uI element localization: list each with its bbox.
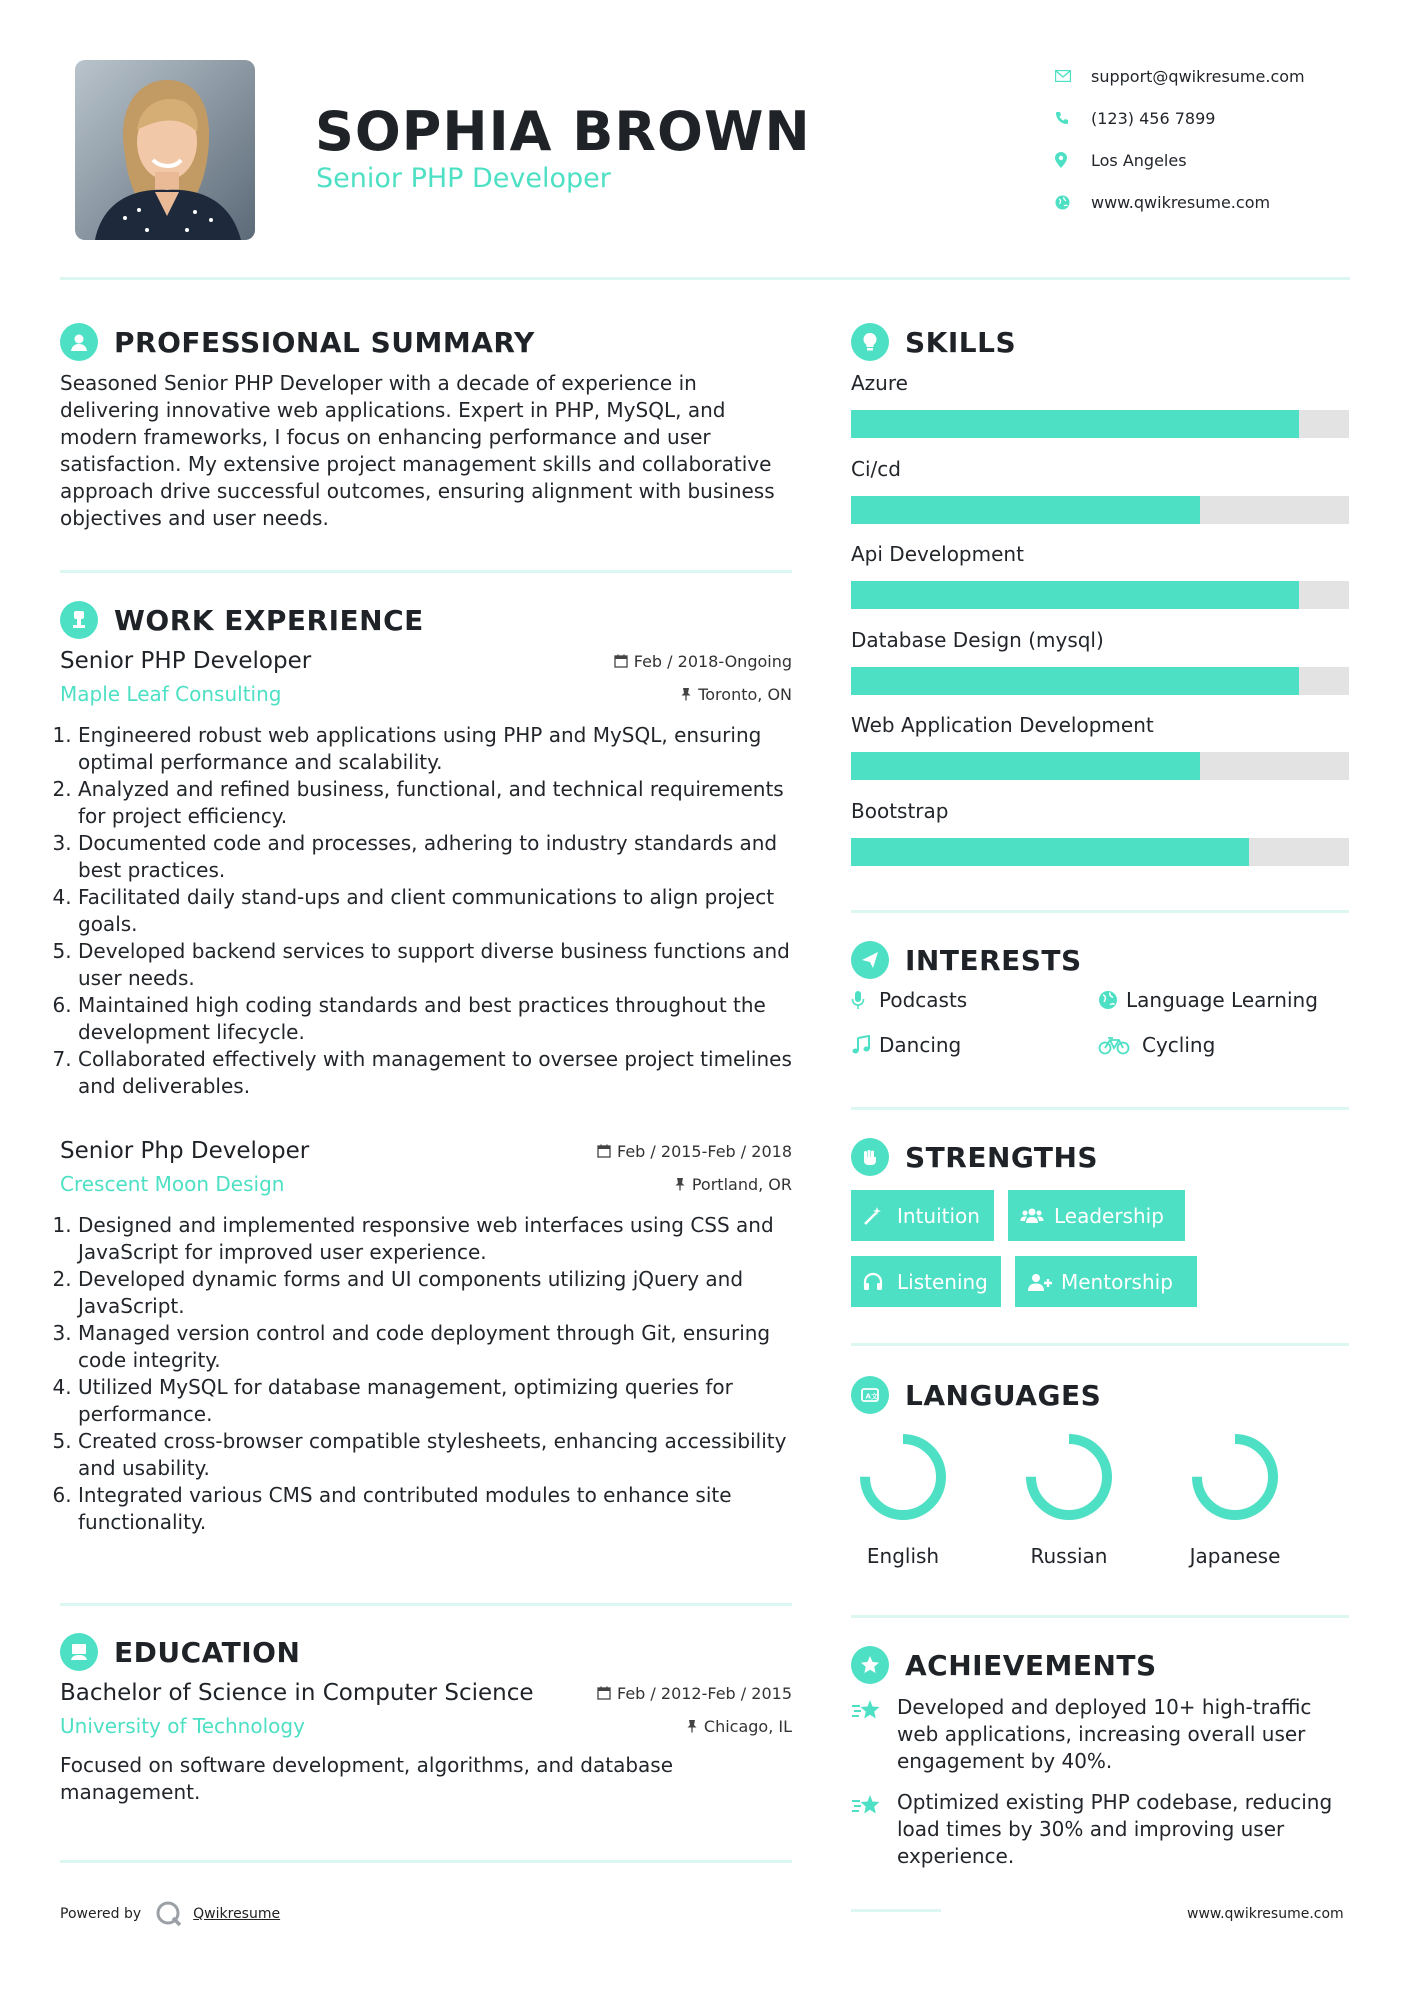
interest-label: Dancing xyxy=(879,1033,962,1057)
contact-info xyxy=(1055,55,1375,223)
language-ring xyxy=(1190,1432,1280,1522)
job-company: Crescent Moon Design xyxy=(60,1172,285,1196)
language-label: Russian xyxy=(1030,1544,1108,1568)
skill-item xyxy=(851,798,1349,884)
education-entry xyxy=(60,1680,792,1806)
skill-bar-fill xyxy=(851,752,1200,780)
qwikresume-link[interactable]: Qwikresume xyxy=(193,1906,281,1922)
calendar-icon xyxy=(614,654,628,668)
magic-wand-icon xyxy=(863,1206,897,1226)
skill-label: Bootstrap xyxy=(851,798,949,823)
email-link[interactable]: support@qwikresume.com xyxy=(1091,66,1305,86)
job-date-text: Feb / 2018-Ongoing xyxy=(633,651,792,671)
contact-email xyxy=(1055,55,1375,97)
experience-heading xyxy=(60,600,424,640)
interest-item xyxy=(1098,988,1318,1012)
interest-item xyxy=(851,988,967,1012)
strengths-heading xyxy=(851,1137,1098,1177)
skill-label: Ci/cd xyxy=(851,456,901,481)
globe-icon xyxy=(1055,195,1091,210)
job-bullet: 2. Developed dynamic forms and UI components utilizing jQuery and JavaScript. xyxy=(78,1266,792,1320)
skill-bar-track xyxy=(851,838,1349,866)
skills-list xyxy=(851,370,1349,883)
globe-icon xyxy=(1098,990,1126,1010)
skill-item xyxy=(851,456,1349,542)
education-degree: Bachelor of Science in Computer Science xyxy=(60,1680,534,1706)
candidate-title: Senior PHP Developer xyxy=(316,163,611,194)
pushpin-icon xyxy=(686,1719,698,1733)
language-item xyxy=(994,1432,1144,1568)
strength-label: Leadership xyxy=(1054,1203,1164,1228)
job-date xyxy=(597,1142,792,1161)
skill-bar-fill xyxy=(851,581,1299,609)
svg-text:A: A xyxy=(865,1392,871,1401)
language-ring xyxy=(1024,1432,1114,1522)
education-school: University of Technology xyxy=(60,1714,305,1738)
strength-badge xyxy=(851,1190,994,1241)
job-date xyxy=(614,652,792,671)
contact-phone xyxy=(1055,97,1375,139)
interests-heading xyxy=(851,940,1082,980)
job-company: Maple Leaf Consulting xyxy=(60,682,282,706)
job-bullet: 3. Documented code and processes, adhering to industry standards and best practices. xyxy=(78,830,792,884)
phone-icon xyxy=(1055,111,1091,125)
translate-icon xyxy=(851,1376,889,1414)
skill-bar-fill xyxy=(851,667,1299,695)
job-bullet: 4. Facilitated daily stand-ups and client communications to align project goals. xyxy=(78,884,792,938)
job-location xyxy=(674,1175,792,1194)
interest-label: Cycling xyxy=(1142,1033,1216,1057)
contact-website xyxy=(1055,181,1375,223)
job-location-text: Toronto, ON xyxy=(698,684,792,704)
skill-bar-fill xyxy=(851,410,1299,438)
job-bullet: 4. Utilized MySQL for database management, optimizing queries for performance. xyxy=(78,1374,792,1428)
job-bullets xyxy=(60,1212,792,1536)
strength-badge xyxy=(851,1256,1001,1307)
strengths-title: STRENGTHS xyxy=(905,1140,1099,1174)
skill-bar-track xyxy=(851,496,1349,524)
calendar-icon xyxy=(597,1144,611,1158)
experience-title: WORK EXPERIENCE xyxy=(114,603,424,637)
bicycle-icon xyxy=(1098,1035,1142,1055)
skill-bar-track xyxy=(851,667,1349,695)
skill-label: Api Development xyxy=(851,542,1024,566)
user-icon xyxy=(60,323,98,361)
candidate-name: SOPHIA BROWN xyxy=(315,100,811,163)
powered-by-label: Powered by xyxy=(60,1906,142,1922)
achievement-item xyxy=(851,1694,1351,1775)
achievement-item xyxy=(851,1789,1351,1870)
location-text: Los Angeles xyxy=(1091,150,1187,170)
svg-text:文: 文 xyxy=(871,1392,878,1401)
education-divider xyxy=(60,1860,792,1863)
skill-bar-fill xyxy=(851,496,1200,524)
phone-number[interactable]: (123) 456 7899 xyxy=(1091,108,1216,128)
job-location-text: Portland, OR xyxy=(691,1174,792,1194)
job-date-text: Feb / 2015-Feb / 2018 xyxy=(617,1141,792,1161)
job-bullet: 5. Developed backend services to support diverse business functions and user needs. xyxy=(78,938,792,992)
skill-label: Azure xyxy=(851,371,908,395)
contact-location xyxy=(1055,139,1375,181)
summary-heading xyxy=(60,322,535,362)
skill-item xyxy=(851,712,1349,798)
pushpin-icon xyxy=(680,687,692,701)
lightbulb-icon xyxy=(851,323,889,361)
strength-label: Listening xyxy=(897,1269,988,1294)
skills-divider xyxy=(851,910,1349,913)
headphones-icon xyxy=(863,1272,897,1292)
strength-badge xyxy=(1015,1256,1197,1307)
strength-label: Intuition xyxy=(897,1203,980,1228)
skill-bar-fill xyxy=(851,838,1249,866)
education-title: EDUCATION xyxy=(114,1635,301,1669)
skills-title: SKILLS xyxy=(905,325,1017,359)
education-heading xyxy=(60,1632,300,1672)
profile-photo xyxy=(75,60,255,240)
interests-title: INTERESTS xyxy=(905,943,1082,977)
summary-text: Seasoned Senior PHP Developer with a decade of experience in delivering innovative web applications. Expert in PHP, MySQL, and modern frameworks, I focus on enhancing performance and user satisfaction. My extensive project management skills and collaborative approach drive successful outcomes, ensuring alignment with business objectives and user needs. xyxy=(60,371,775,530)
strengths-divider xyxy=(851,1343,1349,1346)
education-location xyxy=(686,1717,792,1736)
education-date xyxy=(597,1684,792,1703)
briefcase-icon xyxy=(60,601,98,639)
skills-heading xyxy=(851,322,1016,362)
language-label: Japanese xyxy=(1189,1544,1281,1568)
language-item xyxy=(1160,1432,1310,1568)
map-pin-icon xyxy=(1055,152,1091,168)
education-description: Focused on software development, algorithms, and database management. xyxy=(60,1753,674,1804)
achievement-text: Developed and deployed 10+ high-traffic web applications, increasing overall user engagement by 40%. xyxy=(897,1695,1312,1773)
star-badge-icon xyxy=(851,1646,889,1684)
job-role: Senior PHP Developer xyxy=(60,648,312,674)
strength-badge xyxy=(1008,1190,1185,1241)
job-entry-1 xyxy=(60,648,792,1100)
fist-icon xyxy=(851,1138,889,1176)
interest-item xyxy=(851,1033,961,1057)
achievements-title: ACHIEVEMENTS xyxy=(905,1648,1157,1682)
skill-label: Database Design (mysql) xyxy=(851,627,1104,652)
header-divider xyxy=(60,277,1350,280)
language-label: English xyxy=(866,1544,940,1568)
job-bullet: 1. Engineered robust web applications using PHP and MySQL, ensuring optimal performance and scalability. xyxy=(78,722,792,776)
website-link[interactable]: www.qwikresume.com xyxy=(1091,192,1271,212)
music-icon xyxy=(851,1035,879,1055)
interest-label: Podcasts xyxy=(879,988,968,1012)
interests-divider xyxy=(851,1107,1349,1110)
microphone-icon xyxy=(851,990,879,1010)
job-entry-2 xyxy=(60,1138,792,1536)
skill-bar-track xyxy=(851,410,1349,438)
languages-heading xyxy=(851,1375,1101,1415)
job-bullets xyxy=(60,722,792,1100)
skill-bar-track xyxy=(851,581,1349,609)
language-ring xyxy=(858,1432,948,1522)
graduation-icon xyxy=(60,1633,98,1671)
footer-website[interactable]: www.qwikresume.com xyxy=(1187,1906,1344,1922)
languages-title: LANGUAGES xyxy=(905,1378,1102,1412)
job-location xyxy=(680,685,792,704)
skill-label: Web Application Development xyxy=(851,713,1154,737)
skill-item xyxy=(851,370,1349,456)
users-icon xyxy=(1020,1206,1054,1226)
qwikresume-logo-icon xyxy=(155,1900,183,1928)
footer-divider xyxy=(851,1909,941,1912)
skill-item xyxy=(851,627,1349,713)
summary-divider xyxy=(60,570,792,573)
paper-plane-icon xyxy=(851,941,889,979)
strength-label: Mentorship xyxy=(1061,1269,1173,1294)
education-date-text: Feb / 2012-Feb / 2015 xyxy=(617,1683,792,1703)
envelope-icon xyxy=(1055,70,1091,82)
shooting-star-icon xyxy=(851,1694,897,1775)
skill-bar-track xyxy=(851,752,1349,780)
job-role: Senior Php Developer xyxy=(60,1138,310,1164)
job-bullet: 6. Maintained high coding standards and best practices throughout the development lifecycle. xyxy=(78,992,792,1046)
education-location-text: Chicago, IL xyxy=(703,1716,792,1736)
job-bullet: 6. Integrated various CMS and contributed modules to enhance site functionality. xyxy=(78,1482,792,1536)
interest-label: Language Learning xyxy=(1126,988,1318,1012)
languages-divider xyxy=(851,1615,1349,1618)
interest-item xyxy=(1098,1033,1215,1057)
job-bullet: 7. Collaborated effectively with management to oversee project timelines and deliverables. xyxy=(78,1046,792,1100)
job-bullet: 5. Created cross-browser compatible stylesheets, enhancing accessibility and usability. xyxy=(78,1428,792,1482)
experience-divider xyxy=(60,1603,792,1606)
pushpin-icon xyxy=(674,1177,686,1191)
shooting-star-icon xyxy=(851,1789,897,1870)
summary-title: PROFESSIONAL SUMMARY xyxy=(114,325,535,359)
language-item xyxy=(828,1432,978,1568)
achievements-heading xyxy=(851,1645,1157,1685)
user-plus-icon xyxy=(1027,1272,1061,1292)
achievement-text: Optimized existing PHP codebase, reducing load times by 30% and improving user experience. xyxy=(897,1790,1333,1868)
skill-item xyxy=(851,541,1349,627)
job-bullet: 3. Managed version control and code deployment through Git, ensuring code integrity. xyxy=(78,1320,792,1374)
powered-by xyxy=(60,1900,280,1928)
job-bullet: 1. Designed and implemented responsive web interfaces using CSS and JavaScript for improved user experience. xyxy=(78,1212,792,1266)
calendar-icon xyxy=(597,1686,611,1700)
job-bullet: 2. Analyzed and refined business, functional, and technical requirements for project efficiency. xyxy=(78,776,792,830)
